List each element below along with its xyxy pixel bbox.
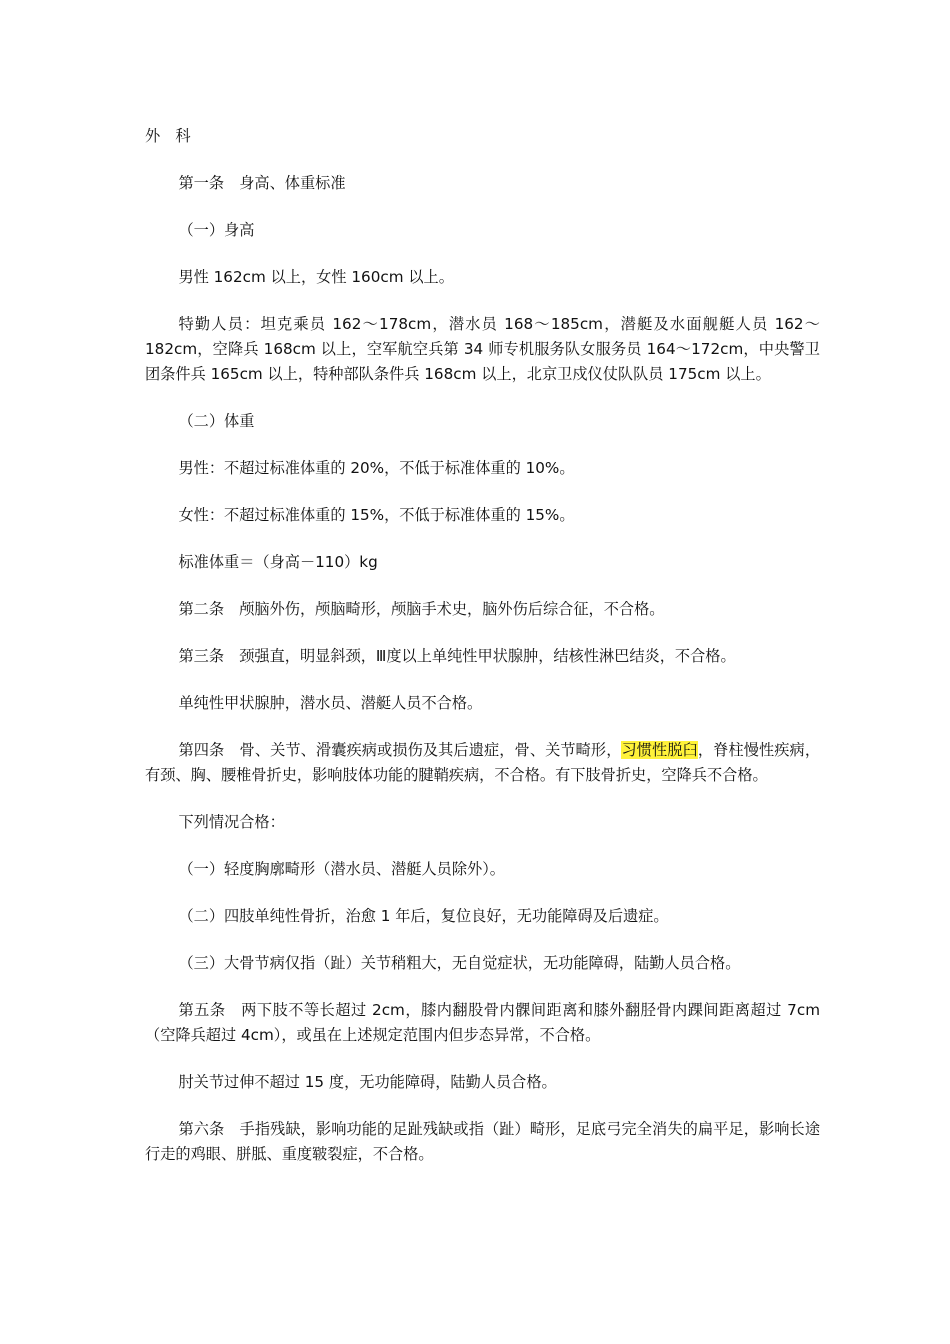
paragraph-height-heading: （一）身高 — [178, 221, 255, 239]
article4-text-after: ，脊柱慢性疾病，有颈、胸、腰椎骨折史，影响肢体功能的腱鞘疾病，不合格。有下肢骨折史，空降兵不合格。 — [145, 741, 821, 784]
paragraph-article5: 第五条 两下肢不等长超过 2cm，膝内翻股骨内髁间距离和膝外翻胫骨内踝间距离超过 7cm（空降兵超过 4cm），或虽在上述规定范围内但步态异常，不合格。 — [145, 1001, 820, 1044]
paragraph-special-personnel: 特勤人员：坦克乘员 162～178cm，潜水员 168～185cm，潜艇及水面舰艇人员 162～182cm，空降兵 168cm 以上，空军航空兵第 34 师专机服务队女服务员 164～172cm，中央警卫团条件兵 165cm 以上，特种部队条件兵 168cm 以上，北京卫戍仪仗队队员 175cm 以上。 — [145, 315, 820, 383]
section-title: 外 科 — [145, 127, 191, 145]
paragraph-article1-title: 第一条 身高、体重标准 — [178, 174, 346, 192]
paragraph-qualified-item-1: （一）轻度胸廓畸形（潜水员、潜艇人员除外）。 — [178, 860, 505, 878]
article4-text-before: 第四条 骨、关节、滑囊疾病或损伤及其后遗症，骨、关节畸形， — [178, 741, 622, 759]
paragraph-article2: 第二条 颅脑外伤，颅脑畸形，颅脑手术史，脑外伤后综合征，不合格。 — [178, 600, 665, 618]
paragraph-weight-male: 男性：不超过标准体重的 20%，不低于标准体重的 10%。 — [178, 459, 575, 477]
paragraph-article4 — [145, 738, 820, 788]
paragraph-article6: 第六条 手指残缺，影响功能的足趾残缺或指（趾）畸形，足底弓完全消失的扁平足，影响长途行走的鸡眼、胼胝、重度皲裂症，不合格。 — [145, 1120, 820, 1163]
paragraph-thyroid-note: 单纯性甲状腺肿，潜水员、潜艇人员不合格。 — [178, 694, 483, 712]
paragraph-qualified-list-intro: 下列情况合格： — [178, 813, 285, 831]
paragraph-qualified-item-3: （三）大骨节病仅指（趾）关节稍粗大，无自觉症状，无功能障碍，陆勤人员合格。 — [178, 954, 741, 972]
paragraph-elbow-note: 肘关节过伸不超过 15 度，无功能障碍，陆勤人员合格。 — [178, 1073, 557, 1091]
paragraph-standard-weight-formula: 标准体重＝（身高－110）kg — [178, 553, 378, 571]
highlighted-text: 习惯性脱臼 — [621, 741, 698, 759]
paragraph-article3: 第三条 颈强直，明显斜颈，Ⅲ度以上单纯性甲状腺肿，结核性淋巴结炎，不合格。 — [178, 647, 736, 665]
paragraph-qualified-item-2: （二）四肢单纯性骨折，治愈 1 年后，复位良好，无功能障碍及后遗症。 — [178, 907, 669, 925]
paragraph-height-standard: 男性 162cm 以上，女性 160cm 以上。 — [178, 268, 454, 286]
paragraph-weight-heading: （二）体重 — [178, 412, 255, 430]
document-body — [145, 124, 820, 1189]
paragraph-weight-female: 女性：不超过标准体重的 15%，不低于标准体重的 15%。 — [178, 506, 575, 524]
